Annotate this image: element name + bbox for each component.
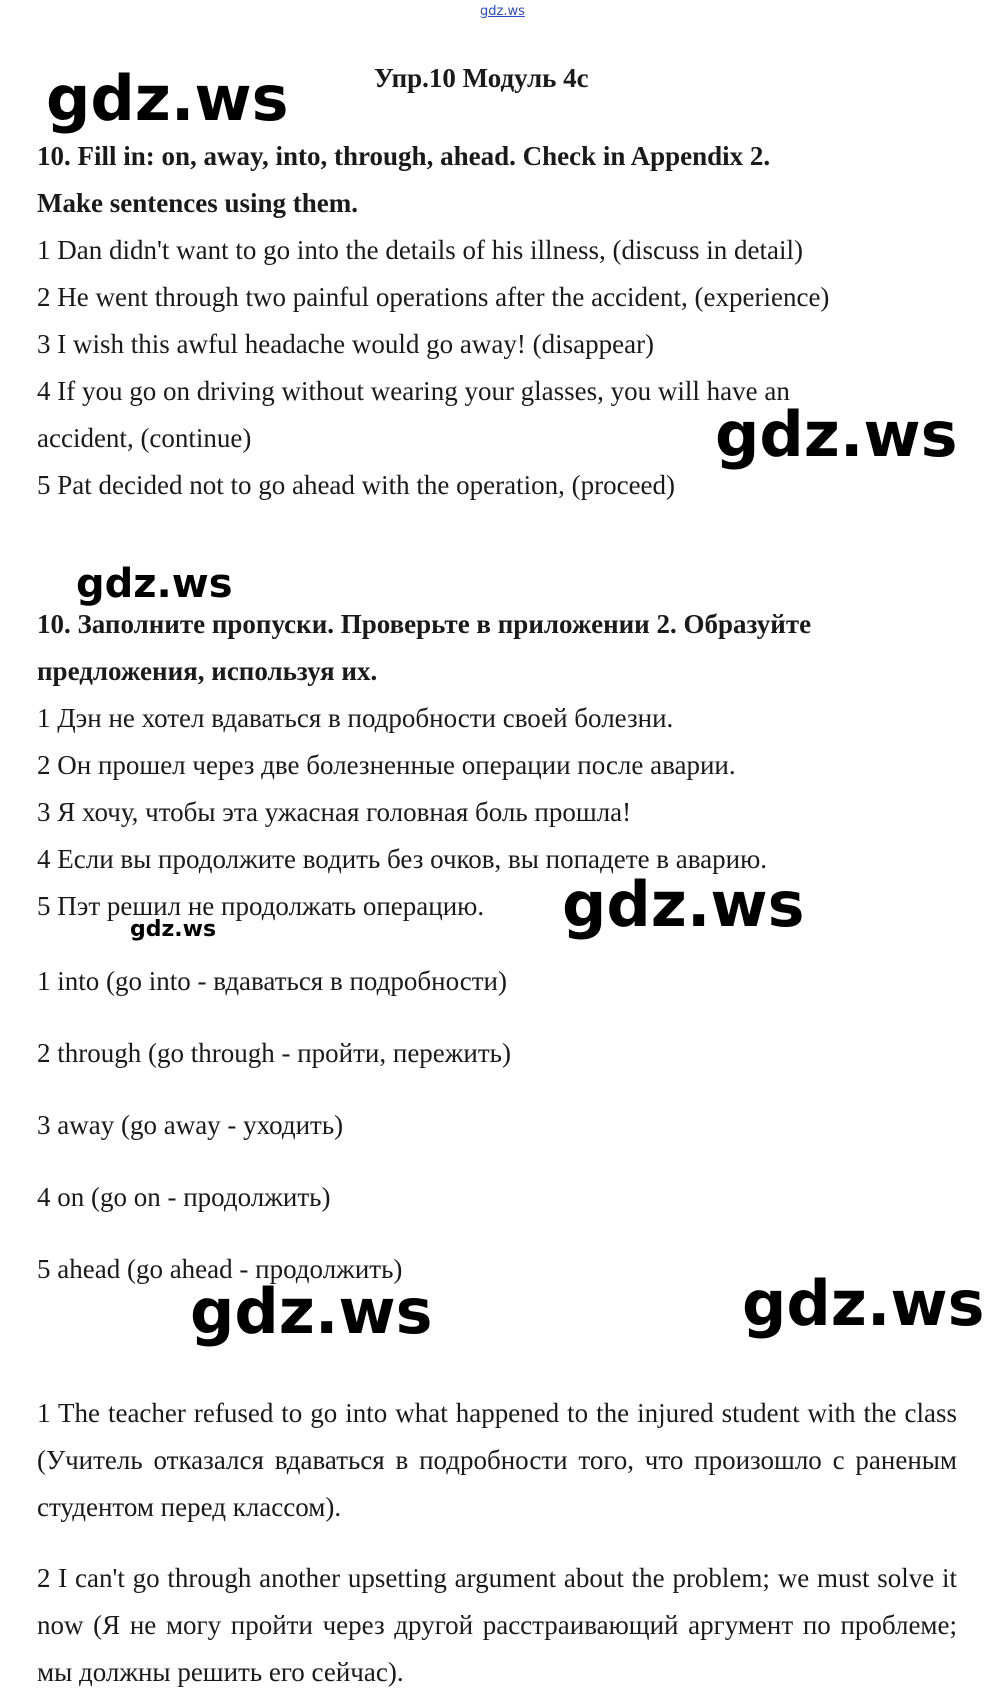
exercise-line-en: 5 Pat decided not to go ahead with the operation, (proceed) [37, 470, 676, 500]
answer-line: 3 away (go away - уходить) [37, 1110, 344, 1140]
exercise-heading-ru-line2: предложения, используя их. [37, 656, 378, 686]
exercise-line-en: accident, (continue) [37, 423, 252, 453]
answer-line: 4 on (go on - продолжить) [37, 1182, 331, 1212]
exercise-line-ru: 3 Я хочу, чтобы эта ужасная головная боль прошла! [37, 797, 632, 827]
watermark: gdz.ws [715, 398, 958, 471]
exercise-line-ru: 2 Он прошел через две болезненные операции после аварии. [37, 750, 736, 780]
exercise-line-en: 1 Dan didn't want to go into the details of his illness, (discuss in detail) [37, 235, 804, 265]
watermark: gdz.ws [562, 868, 805, 941]
watermark: gdz.ws [190, 1275, 433, 1348]
watermark: gdz.ws [130, 917, 217, 942]
exercise-heading-ru-line1: 10. Заполните пропуски. Проверьте в приложении 2. Образуйте [37, 609, 812, 639]
exercise-line-ru: 5 Пэт решил не продолжать операцию. [37, 891, 485, 921]
example-sentence: 1 The teacher refused to go into what happened to the injured student with the class (Учитель отказался вдаваться в подробности того, что произошло с раненым студентом перед классом). [37, 1398, 957, 1522]
page-title: Упр.10 Модуль 4с [374, 63, 589, 93]
exercise-heading-en-line2: Make sentences using them. [37, 188, 358, 218]
watermark: gdz.ws [46, 62, 289, 135]
exercise-heading-en-line1: 10. Fill in: on, away, into, through, ahead. Check in Appendix 2. [37, 141, 771, 171]
watermark-top-link[interactable]: gdz.ws [480, 4, 525, 19]
exercise-line-ru: 4 Если вы продолжите водить без очков, вы попадете в аварию. [37, 844, 768, 874]
answer-line: 2 through (go through - пройти, пережить) [37, 1038, 511, 1068]
exercise-line-en: 2 He went through two painful operations after the accident, (experience) [37, 282, 830, 312]
exercise-line-en: 4 If you go on driving without wearing your glasses, you will have an [37, 376, 790, 406]
watermark: gdz.ws [76, 561, 233, 607]
example-sentence: 2 I can't go through another upsetting argument about the problem; we must solve it now (Я не могу пройти через другой расстраивающий аргумент по проблеме; мы должны решить его сейчас). [37, 1563, 957, 1687]
exercise-line-en: 3 I wish this awful headache would go away! (disappear) [37, 329, 655, 359]
exercise-line-ru: 1 Дэн не хотел вдаваться в подробности своей болезни. [37, 703, 674, 733]
answer-line: 5 ahead (go ahead - продолжить) [37, 1254, 403, 1284]
watermark: gdz.ws [742, 1267, 985, 1340]
answer-line: 1 into (go into - вдаваться в подробности) [37, 966, 507, 996]
